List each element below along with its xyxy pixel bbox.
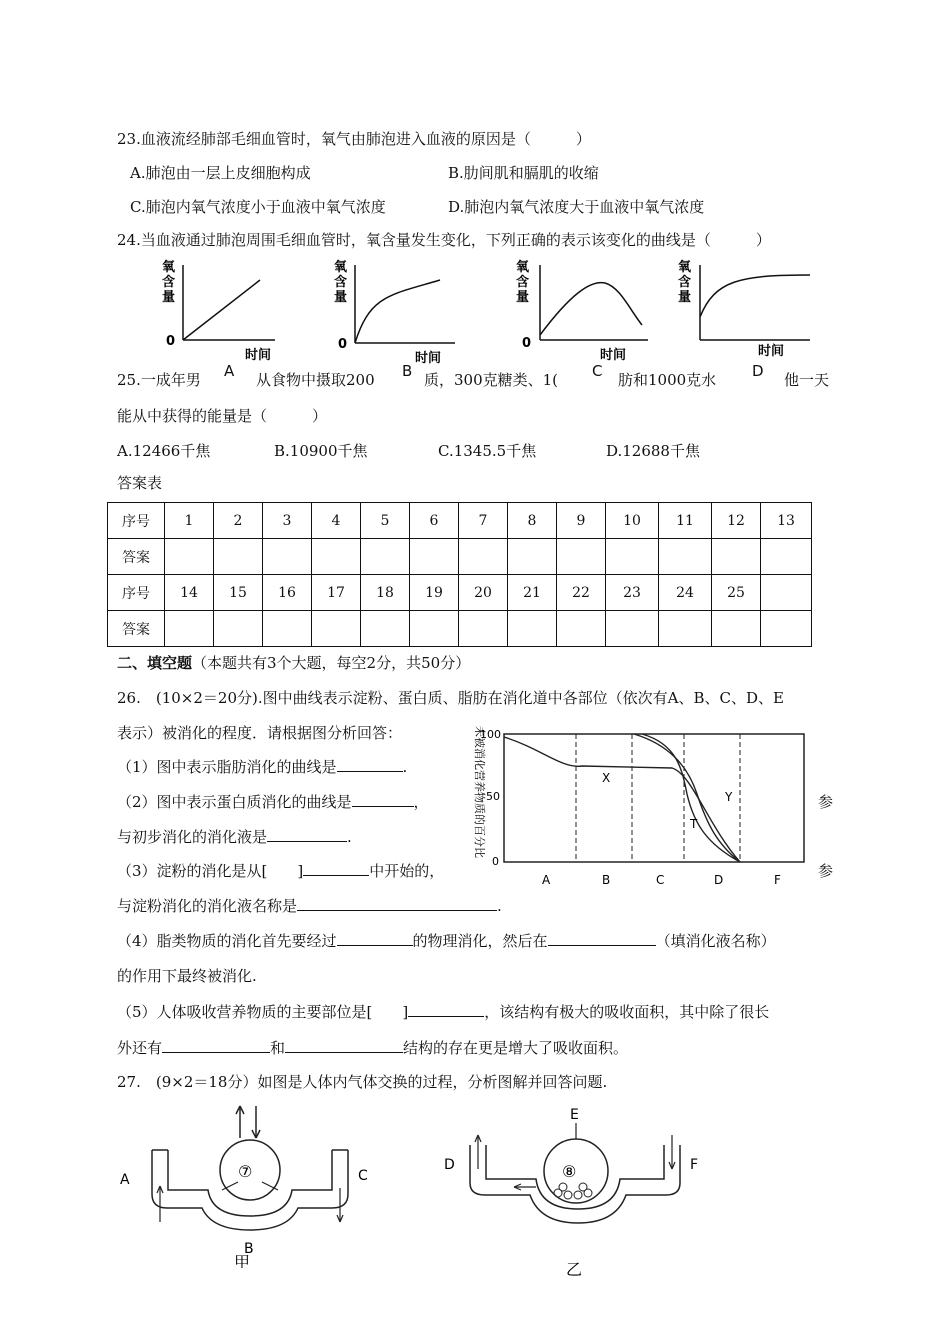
chart-xlabel: B bbox=[602, 873, 611, 887]
q24-graph-b bbox=[330, 255, 470, 369]
answer-cell[interactable] bbox=[459, 611, 508, 647]
q26-part4-text: （4）脂类物质的消化首先要经过 bbox=[117, 932, 337, 950]
q26-part3b-text: 与淀粉消化的消化液名称是 bbox=[117, 897, 298, 915]
curve-label-t: T bbox=[690, 817, 698, 831]
table-cell: 8 bbox=[508, 503, 557, 539]
table-cell: 22 bbox=[557, 575, 606, 611]
table-cell: 13 bbox=[761, 503, 812, 539]
table-row bbox=[108, 611, 812, 647]
svg-text:量: 量 bbox=[678, 290, 692, 305]
answer-cell[interactable] bbox=[214, 611, 263, 647]
answer-cell[interactable] bbox=[712, 611, 761, 647]
table-row bbox=[108, 503, 812, 539]
table-cell: 1 bbox=[165, 503, 214, 539]
q25-option-a: A.12466千焦 bbox=[117, 442, 211, 460]
answer-cell[interactable] bbox=[557, 611, 606, 647]
q25-stem-part5: 他一天 bbox=[784, 371, 830, 389]
svg-text:时间: 时间 bbox=[600, 348, 627, 363]
svg-text:0: 0 bbox=[338, 337, 348, 352]
q24-letter-d: D bbox=[752, 362, 764, 380]
answer-cell[interactable] bbox=[508, 611, 557, 647]
table-row bbox=[108, 539, 812, 575]
answer-cell[interactable] bbox=[659, 611, 712, 647]
q23-option-b: B.肋间肌和膈肌的收缩 bbox=[448, 164, 599, 182]
q26-part1 bbox=[117, 756, 407, 777]
section-note: （本题共有3个大题，每空2分，共50分） bbox=[192, 654, 471, 672]
svg-text:含: 含 bbox=[678, 275, 692, 290]
q26-part3b bbox=[117, 895, 502, 916]
chart-ylabel: 未被消化营养物质的百分比 bbox=[473, 726, 486, 858]
q24-letter-b: B bbox=[402, 362, 413, 380]
q26-part4-note: （填消化液名称） bbox=[655, 932, 776, 950]
answer-cell[interactable] bbox=[761, 539, 812, 575]
answer-blank[interactable] bbox=[408, 1002, 484, 1017]
table-cell: 答案 bbox=[108, 611, 165, 647]
svg-text:含: 含 bbox=[334, 275, 348, 290]
answer-cell[interactable] bbox=[557, 539, 606, 575]
q26-part3-right: 参 bbox=[818, 862, 834, 880]
q26-part3-end: 中开始的， bbox=[369, 862, 445, 880]
chart-xlabel: F bbox=[774, 873, 781, 887]
svg-text:0: 0 bbox=[166, 334, 176, 349]
answer-table bbox=[107, 502, 812, 647]
answer-cell[interactable] bbox=[214, 539, 263, 575]
answer-blank[interactable] bbox=[352, 792, 414, 807]
q26-part5b-text: 外还有 bbox=[117, 1039, 163, 1057]
figure1-caption: 甲 bbox=[234, 1253, 251, 1268]
table-cell: 11 bbox=[659, 503, 712, 539]
chart-ytick-100: 100 bbox=[480, 728, 501, 741]
q26-part2 bbox=[117, 791, 429, 812]
q26-part5b-and: 和 bbox=[270, 1039, 286, 1057]
table-cell: 23 bbox=[606, 575, 659, 611]
svg-text:含: 含 bbox=[516, 275, 530, 290]
q25-option-b: B.10900千焦 bbox=[274, 442, 368, 460]
table-cell: 19 bbox=[410, 575, 459, 611]
answer-cell[interactable] bbox=[508, 539, 557, 575]
q26-part5-mid: ，该结构有极大的吸收面积，其中除了很长 bbox=[484, 1003, 770, 1021]
table-cell: 2 bbox=[214, 503, 263, 539]
q24-graph-d bbox=[670, 255, 820, 369]
q24-graph-c bbox=[510, 255, 660, 369]
answer-blank[interactable] bbox=[267, 827, 347, 842]
q26-part4-mid: 的物理消化，然后在 bbox=[412, 932, 548, 950]
q23-option-d: D.肺泡内氧气浓度大于血液中氧气浓度 bbox=[448, 198, 705, 216]
q27-stem: 27. (9×2＝18分）如图是人体内气体交换的过程，分析图解并回答问题. bbox=[117, 1073, 608, 1091]
q25-option-d: D.12688千焦 bbox=[606, 442, 700, 460]
svg-text:时间: 时间 bbox=[245, 348, 272, 363]
answer-cell[interactable] bbox=[659, 539, 712, 575]
answer-cell[interactable] bbox=[361, 539, 410, 575]
table-cell: 15 bbox=[214, 575, 263, 611]
gas-exchange-figure-2 bbox=[440, 1105, 710, 1289]
table-cell: 4 bbox=[312, 503, 361, 539]
table-cell: 3 bbox=[263, 503, 312, 539]
digestion-chart bbox=[462, 724, 807, 898]
answer-cell[interactable] bbox=[312, 539, 361, 575]
answer-cell[interactable] bbox=[361, 611, 410, 647]
q26-part2-right: 参 bbox=[818, 793, 834, 811]
answer-cell[interactable] bbox=[459, 539, 508, 575]
table-cell: 20 bbox=[459, 575, 508, 611]
chart-frame bbox=[504, 734, 804, 862]
svg-text:氧: 氧 bbox=[162, 260, 176, 275]
table-cell: 5 bbox=[361, 503, 410, 539]
figure1-label-b: B bbox=[244, 1241, 254, 1257]
q26-part5-text: （5）人体吸收营养物质的主要部位是[ ] bbox=[117, 1003, 409, 1021]
answer-blank[interactable] bbox=[337, 931, 413, 946]
answer-table-title: 答案表 bbox=[117, 474, 163, 492]
q23-stem: 23.血液流经肺部毛细血管时，氧气由肺泡进入血液的原因是（ ） bbox=[117, 130, 591, 148]
q26-part5b bbox=[117, 1037, 628, 1058]
q26-part2b-text: 与初步消化的消化液是 bbox=[117, 828, 268, 846]
q26-part3b-end: . bbox=[497, 897, 502, 915]
curve-label-x: X bbox=[602, 771, 611, 785]
q24-graph-a bbox=[150, 255, 290, 369]
figure1-label-c: C bbox=[358, 1168, 368, 1184]
q26-part4b: 的作用下最终被消化. bbox=[117, 967, 257, 985]
curve-label-y: Y bbox=[725, 790, 733, 804]
table-cell: 序号 bbox=[108, 503, 165, 539]
table-cell: 14 bbox=[165, 575, 214, 611]
answer-cell[interactable] bbox=[312, 611, 361, 647]
answer-cell[interactable] bbox=[165, 611, 214, 647]
chart-xlabel: A bbox=[542, 873, 551, 887]
answer-cell[interactable] bbox=[761, 611, 812, 647]
q24-stem: 24.当血液通过肺泡周围毛细血管时，氧含量发生变化，下列正确的表示该变化的曲线是（ ） bbox=[117, 231, 771, 249]
figure2-label-f: F bbox=[690, 1157, 699, 1173]
table-cell: 25 bbox=[712, 575, 761, 611]
q26-part4 bbox=[117, 930, 776, 951]
section-title: 二、填空题 bbox=[117, 654, 193, 672]
gas-exchange-figure-1 bbox=[112, 1098, 382, 1272]
table-cell: 17 bbox=[312, 575, 361, 611]
answer-cell[interactable] bbox=[410, 539, 459, 575]
q26-part1-text: （1）图中表示脂肪消化的曲线是 bbox=[117, 758, 337, 776]
table-cell: 16 bbox=[263, 575, 312, 611]
q26-part1-end: . bbox=[402, 758, 408, 776]
svg-text:0: 0 bbox=[522, 336, 532, 351]
q26-part2b bbox=[117, 826, 352, 847]
table-cell: 18 bbox=[361, 575, 410, 611]
svg-text:含: 含 bbox=[162, 275, 176, 290]
chart-xlabel: D bbox=[714, 873, 724, 887]
answer-blank[interactable] bbox=[297, 896, 497, 911]
answer-blank[interactable] bbox=[285, 1038, 403, 1053]
answer-blank[interactable] bbox=[548, 931, 656, 946]
table-cell: 7 bbox=[459, 503, 508, 539]
svg-text:量: 量 bbox=[162, 290, 176, 305]
table-cell: 答案 bbox=[108, 539, 165, 575]
answer-cell[interactable] bbox=[263, 539, 312, 575]
answer-cell[interactable] bbox=[606, 611, 659, 647]
answer-cell[interactable] bbox=[712, 539, 761, 575]
q26-part5b-end: 结构的存在更是增大了吸收面积。 bbox=[403, 1039, 629, 1057]
svg-text:时间: 时间 bbox=[758, 344, 785, 359]
q23-option-a: A.肺泡由一层上皮细胞构成 bbox=[130, 164, 311, 182]
q24-letter-c: C bbox=[592, 362, 603, 380]
table-row bbox=[108, 575, 812, 611]
figure2-label-d: D bbox=[444, 1157, 455, 1173]
table-cell: 序号 bbox=[108, 575, 165, 611]
table-cell bbox=[761, 575, 812, 611]
answer-blank[interactable] bbox=[337, 757, 403, 772]
chart-xlabel: C bbox=[656, 873, 665, 887]
svg-text:氧: 氧 bbox=[334, 260, 348, 275]
q26-line2: 表示）被消化的程度．请根据图分析回答： bbox=[117, 724, 403, 742]
q25-stem-part1: 25.一成年男 bbox=[117, 371, 201, 389]
table-cell: 9 bbox=[557, 503, 606, 539]
answer-blank[interactable] bbox=[162, 1038, 270, 1053]
table-cell: 12 bbox=[712, 503, 761, 539]
figure1-label-a: A bbox=[120, 1172, 130, 1188]
figure1-label-7: ⑦ bbox=[238, 1162, 253, 1181]
figure2-caption: 乙 bbox=[566, 1260, 583, 1279]
section-heading bbox=[117, 652, 470, 673]
q24-letter-a: A bbox=[224, 362, 235, 380]
figure2-label-e: E bbox=[570, 1107, 579, 1123]
q25-stem-part3: 质，300克糖类、1( bbox=[424, 371, 559, 389]
answer-cell[interactable] bbox=[410, 611, 459, 647]
svg-text:氧: 氧 bbox=[516, 260, 530, 275]
table-cell: 21 bbox=[508, 575, 557, 611]
q26-part2-end: ， bbox=[413, 793, 429, 811]
q26-part2-text: （2）图中表示蛋白质消化的曲线是 bbox=[117, 793, 352, 811]
svg-text:时间: 时间 bbox=[415, 351, 442, 365]
curve-x bbox=[504, 737, 740, 862]
q25-stem-part2: 从食物中摄取200 bbox=[256, 371, 375, 389]
chart-ytick-0: 0 bbox=[492, 855, 499, 868]
svg-text:氧: 氧 bbox=[678, 260, 692, 275]
table-cell: 10 bbox=[606, 503, 659, 539]
q25-option-c: C.1345.5千焦 bbox=[438, 442, 537, 460]
q26-part3-text: （3）淀粉的消化是从[ ] bbox=[117, 862, 304, 880]
q26-part3 bbox=[117, 860, 444, 881]
chart-ytick-50: 50 bbox=[486, 790, 500, 803]
svg-text:量: 量 bbox=[516, 290, 530, 305]
q23-option-c: C.肺泡内氧气浓度小于血液中氧气浓度 bbox=[130, 198, 386, 216]
answer-cell[interactable] bbox=[263, 611, 312, 647]
q25-stem-part4: 肪和1000克水 bbox=[618, 371, 717, 389]
figure2-label-8: ⑧ bbox=[562, 1162, 577, 1181]
table-cell: 6 bbox=[410, 503, 459, 539]
answer-cell[interactable] bbox=[165, 539, 214, 575]
q26-part5 bbox=[117, 1001, 769, 1022]
answer-blank[interactable] bbox=[303, 861, 369, 876]
answer-cell[interactable] bbox=[606, 539, 659, 575]
q26-line1: 26. (10×2＝20分).图中曲线表示淀粉、蛋白质、脂肪在消化道中各部位（依次有A、B、C、D、E bbox=[117, 689, 784, 707]
q26-part2b-end: . bbox=[347, 828, 352, 846]
q25-stem-line2: 能从中获得的能量是（ ） bbox=[117, 407, 328, 425]
svg-text:量: 量 bbox=[334, 290, 348, 305]
table-cell: 24 bbox=[659, 575, 712, 611]
